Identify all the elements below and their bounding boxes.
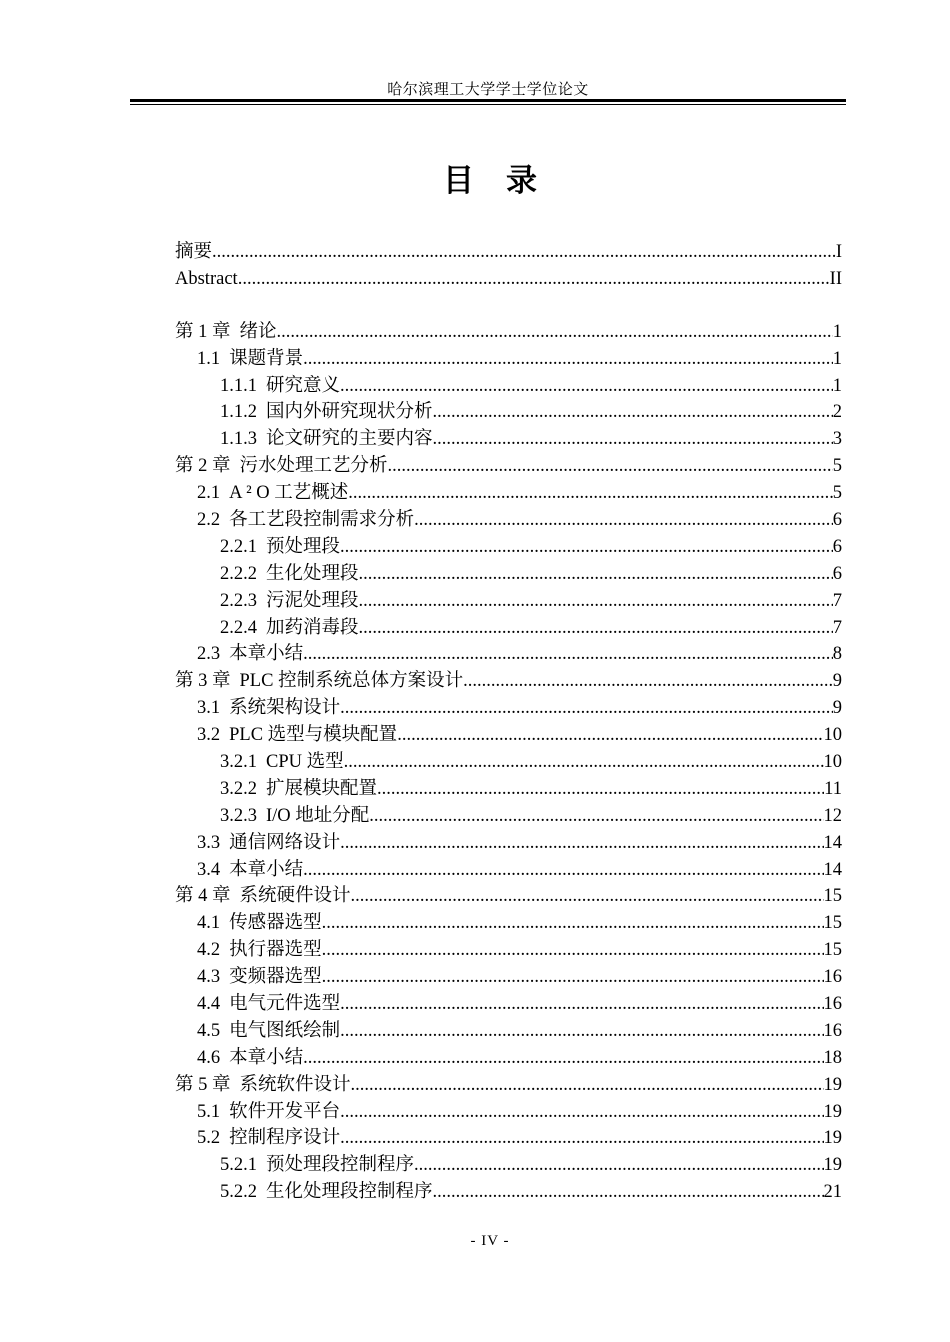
- toc-dot-leader: [212, 239, 836, 266]
- toc-entry-title: CPU 选型: [266, 752, 344, 773]
- toc-entry[interactable]: [175, 1045, 842, 1072]
- toc-entry-title: 扩展模块配置: [266, 778, 378, 799]
- toc-entry[interactable]: [175, 319, 842, 346]
- toc-entry[interactable]: [175, 830, 842, 857]
- toc-dot-leader: [433, 399, 833, 426]
- toc-entry-title: 电气图纸绘制: [229, 1020, 341, 1041]
- toc-entry-title: 课题背景: [229, 348, 304, 369]
- toc-entry-title: 本章小结: [229, 1047, 304, 1068]
- toc-entry-page: 16: [823, 1020, 842, 1041]
- toc-dot-leader: [322, 964, 824, 991]
- toc-entry-page: 2: [832, 402, 842, 423]
- toc-entry-title: 污水处理工艺分析: [239, 456, 388, 477]
- toc-entry[interactable]: [175, 964, 842, 991]
- toc-entry[interactable]: [175, 668, 842, 695]
- toc-entry-page: 19: [823, 1101, 842, 1122]
- toc-entry-page: 7: [832, 617, 842, 638]
- toc-entry-title: 本章小结: [229, 859, 304, 880]
- toc-entry[interactable]: [175, 373, 842, 400]
- toc-entry[interactable]: [175, 1018, 842, 1045]
- toc-dot-leader: [388, 453, 833, 480]
- toc-entry[interactable]: [175, 507, 842, 534]
- toc-entry[interactable]: [175, 561, 842, 588]
- toc-entry-title: 预处理段控制程序: [266, 1155, 415, 1176]
- toc-entry-page: 6: [832, 563, 842, 584]
- toc-dot-leader: [303, 346, 833, 373]
- toc-dot-leader: [340, 1018, 823, 1045]
- toc-entry[interactable]: [175, 266, 842, 293]
- toc-entry-number: 第 3 章: [175, 671, 231, 692]
- toc-entry-number: 3.4: [197, 859, 221, 880]
- toc-entry-title: 系统架构设计: [229, 698, 341, 719]
- toc-entry-number: 5.1: [197, 1101, 221, 1122]
- toc-entry-page: II: [829, 268, 842, 289]
- toc-entry-number: 3.2.2: [220, 778, 257, 799]
- toc-entry-title: PLC 控制系统总体方案设计: [239, 671, 464, 692]
- toc-entry-title: 系统硬件设计: [239, 886, 351, 907]
- toc-entry-page: 9: [832, 698, 842, 719]
- toc-entry-number: 2.1: [197, 483, 221, 504]
- toc-entry-title: 生化处理段控制程序: [266, 1182, 433, 1203]
- toc-dot-leader: [238, 266, 830, 293]
- toc-dot-leader: [303, 641, 833, 668]
- toc-entry-title: 国内外研究现状分析: [266, 402, 433, 423]
- toc-entry-number: 第 5 章: [175, 1074, 231, 1095]
- toc-dot-leader: [351, 1072, 824, 1099]
- toc-entry[interactable]: [175, 695, 842, 722]
- toc-entry-number: 第 2 章: [175, 456, 231, 477]
- toc-entry[interactable]: [175, 426, 842, 453]
- toc-entry-number: 2.2.4: [220, 617, 257, 638]
- toc-entry-number: 1.1.3: [220, 429, 257, 450]
- toc-entry-title: 控制程序设计: [229, 1128, 341, 1149]
- toc-dot-leader: [340, 695, 833, 722]
- toc-entry-title: 各工艺段控制需求分析: [229, 510, 415, 530]
- toc-entry-title: 变频器选型: [229, 967, 322, 988]
- toc-entry[interactable]: [175, 588, 842, 615]
- toc-entry-page: 1: [832, 348, 842, 369]
- toc-entry-page: 10: [823, 752, 842, 773]
- toc-entry-number: 5.2.2: [220, 1182, 257, 1203]
- toc-entry-number: 1.1: [197, 348, 221, 369]
- toc-entry-number: 4.3: [197, 967, 221, 988]
- toc-entry[interactable]: [175, 1099, 842, 1126]
- toc-entry-page: 7: [832, 590, 842, 611]
- toc-entry-number: 4.5: [197, 1020, 221, 1041]
- toc-entry-page: 15: [823, 940, 842, 961]
- toc-dot-leader: [340, 534, 833, 561]
- toc-entry[interactable]: [175, 883, 842, 910]
- toc-entry-page: 5: [832, 456, 842, 477]
- toc-entry-title: 预处理段: [266, 536, 341, 557]
- toc-entry[interactable]: [175, 453, 842, 480]
- header-rule-thin: [130, 104, 846, 105]
- toc-entry-number: 2.2: [197, 510, 221, 530]
- toc-entry-number: 3.1: [197, 698, 221, 719]
- toc-entry-title: 论文研究的主要内容: [266, 429, 433, 450]
- toc-dot-leader: [414, 507, 833, 534]
- toc-entry[interactable]: [175, 480, 842, 507]
- toc-dot-leader: [340, 1125, 823, 1152]
- toc-entry-page: 19: [823, 1155, 842, 1176]
- toc-entry-title: A ² O 工艺概述: [229, 483, 349, 504]
- toc-entry-number: 4.1: [197, 913, 221, 934]
- toc-entry-title: 本章小结: [229, 644, 304, 665]
- toc-entry-title: I/O 地址分配: [266, 805, 370, 826]
- toc-entry-number: 第 1 章: [175, 321, 231, 342]
- toc-entry-title: 绪论: [239, 321, 277, 342]
- toc-entry-title: 通信网络设计: [229, 832, 341, 853]
- toc-entry[interactable]: [175, 615, 842, 642]
- toc-entry-title: 污泥处理段: [266, 590, 359, 611]
- toc-dot-leader: [348, 480, 833, 507]
- toc-dot-leader: [303, 857, 823, 884]
- toc-entry-number: 3.3: [197, 832, 221, 853]
- toc-entry-page: 19: [823, 1128, 842, 1149]
- toc-entry-number: 4.4: [197, 994, 221, 1015]
- toc-entry-page: 15: [823, 886, 842, 907]
- toc-entry[interactable]: [175, 1126, 842, 1153]
- toc-entry[interactable]: [175, 534, 842, 561]
- toc-entry[interactable]: [175, 722, 842, 749]
- toc-entry-number: 2.2.1: [220, 536, 257, 557]
- toc-entry-number: 3.2: [197, 725, 221, 746]
- toc-dot-leader: [303, 1045, 823, 1072]
- toc-entry-number: 5.2: [197, 1128, 221, 1149]
- toc-entry-number: 2.2.3: [220, 590, 257, 611]
- toc-entry-page: 3: [832, 429, 842, 450]
- toc-dot-leader: [359, 615, 833, 642]
- toc-dot-leader: [344, 749, 824, 776]
- toc-dot-leader: [359, 588, 833, 615]
- toc-entry-page: 12: [823, 805, 842, 826]
- toc-entry-title: Abstract: [175, 268, 238, 289]
- toc-entry-title: 软件开发平台: [229, 1101, 341, 1122]
- page-number: - IV -: [470, 1233, 510, 1249]
- toc-entry-title: PLC 选型与模块配置: [229, 725, 398, 746]
- toc-entry-number: 1.1.2: [220, 402, 257, 423]
- toc-dot-leader: [340, 1099, 823, 1126]
- toc-entry-page: 21: [823, 1182, 842, 1203]
- toc-entry[interactable]: [175, 803, 842, 830]
- toc-entry[interactable]: [175, 857, 842, 884]
- toc-entry[interactable]: [175, 910, 842, 937]
- toc-entry[interactable]: [175, 937, 842, 964]
- toc-entry-page: 14: [823, 859, 842, 880]
- toc-entry-title: 摘要: [175, 241, 213, 262]
- toc-entry[interactable]: [175, 239, 842, 266]
- toc-entry-number: 4.2: [197, 940, 221, 961]
- toc-entry-page: 5: [832, 483, 842, 504]
- toc-dot-leader: [322, 910, 824, 937]
- toc-dot-leader: [397, 722, 823, 749]
- toc-dot-leader: [359, 561, 833, 588]
- toc-entry-page: 1: [832, 321, 842, 342]
- toc-title-part1: 目: [443, 163, 474, 199]
- toc-entry[interactable]: [175, 346, 842, 373]
- toc-entry-page: 16: [823, 967, 842, 988]
- toc-entry-page: 16: [823, 994, 842, 1015]
- toc-entry-number: 第 4 章: [175, 886, 231, 907]
- toc-entry-title: 系统软件设计: [239, 1074, 351, 1095]
- toc-dot-leader: [377, 776, 824, 803]
- toc-entry[interactable]: [175, 399, 842, 426]
- toc-entry-page: 15: [823, 913, 842, 934]
- toc-dot-leader: [433, 1179, 824, 1206]
- toc-dot-leader: [340, 373, 833, 400]
- toc-entry-page: I: [835, 241, 842, 262]
- toc-entry[interactable]: [175, 749, 842, 776]
- toc-dot-leader: [369, 803, 823, 830]
- running-header: 哈尔滨理工大学学士学位论文: [387, 82, 589, 98]
- toc-entry-title: 传感器选型: [229, 913, 322, 934]
- toc-dot-leader: [351, 883, 824, 910]
- toc-entry-page: 10: [823, 725, 842, 746]
- header-rule-thick: [130, 99, 846, 102]
- toc-entry-page: 19: [823, 1074, 842, 1095]
- toc-entry-page: 8: [832, 644, 842, 665]
- toc-entry-number: 3.2.1: [220, 752, 257, 773]
- toc-entry-number: 2.2.2: [220, 563, 257, 584]
- toc-entry-number: 2.3: [197, 644, 221, 665]
- toc-entry[interactable]: [175, 1179, 842, 1206]
- toc-entry-title: 执行器选型: [229, 940, 322, 961]
- toc-dot-leader: [433, 426, 833, 453]
- toc-dot-leader: [463, 668, 833, 695]
- toc-entry[interactable]: [175, 991, 842, 1018]
- toc-title: [0, 155, 950, 200]
- toc-entry-page: 1: [832, 375, 842, 396]
- toc-entry-title: 加药消毒段: [266, 617, 359, 638]
- toc-dot-leader: [340, 830, 823, 857]
- toc-dot-leader: [322, 937, 824, 964]
- toc-entry[interactable]: [175, 1072, 842, 1099]
- toc-entry-page: 9: [832, 671, 842, 692]
- toc-dot-leader: [340, 991, 823, 1018]
- toc-entry-number: 1.1.1: [220, 375, 257, 396]
- toc-entry-number: 3.2.3: [220, 805, 257, 826]
- toc-entry[interactable]: [175, 1152, 842, 1179]
- toc-entry[interactable]: [175, 641, 842, 668]
- toc-entry-page: 6: [832, 536, 842, 557]
- table-of-contents: [175, 239, 842, 1206]
- toc-title-part2: 录: [506, 163, 537, 199]
- toc-entry-page: 11: [824, 778, 842, 799]
- toc-entry[interactable]: [175, 776, 842, 803]
- toc-entry-title: 研究意义: [266, 375, 341, 396]
- toc-dot-leader: [414, 1152, 823, 1179]
- toc-entry-page: 14: [823, 832, 842, 853]
- toc-entry-number: 4.6: [197, 1047, 221, 1068]
- toc-entry-page: 6: [832, 510, 842, 530]
- toc-entry-title: 电气元件选型: [229, 994, 341, 1015]
- toc-entry-title: 生化处理段: [266, 563, 359, 584]
- toc-entry-number: 5.2.1: [220, 1155, 257, 1176]
- toc-dot-leader: [277, 319, 833, 346]
- toc-entry-page: 18: [823, 1047, 842, 1068]
